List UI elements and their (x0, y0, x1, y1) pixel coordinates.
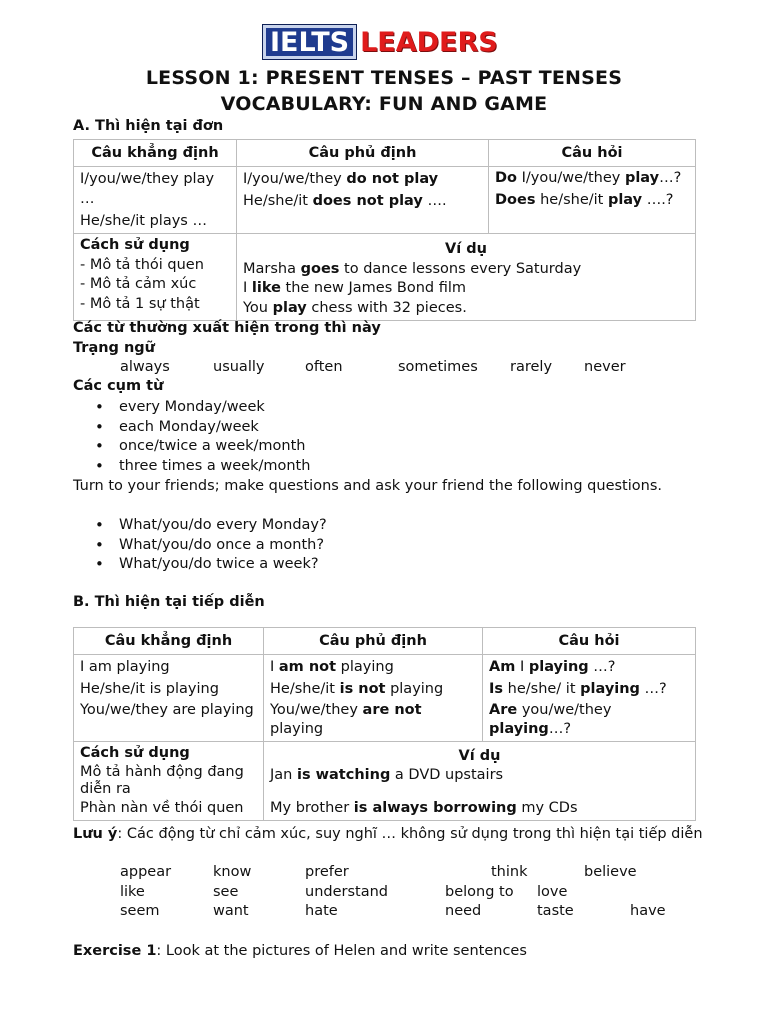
verb-item: love (537, 884, 568, 900)
negative-cell (264, 655, 483, 742)
example-line: Jan is watching a DVD upstairs (270, 767, 504, 783)
verb-item: know (213, 864, 252, 880)
question-cell (483, 655, 696, 742)
affirmative-line: He/she/it plays … (80, 213, 207, 229)
example-title: Ví dụ (458, 748, 501, 764)
col-header-affirmative: Câu khẳng định (74, 628, 264, 655)
usage-line: Phàn nàn về thói quen (80, 800, 244, 816)
example-line: You play chess with 32 pieces. (243, 299, 467, 316)
adverb-item: rarely (510, 359, 553, 375)
phrase-heading: Các cụm từ (73, 378, 164, 394)
verb-item: like (120, 884, 145, 900)
list-item: • once/twice a week/month (73, 437, 310, 457)
list-item: • three times a week/month (73, 457, 310, 477)
example-cell (264, 742, 696, 821)
adverb-heading: Trạng ngữ (73, 340, 156, 356)
note-text: Lưu ý: Các động từ chỉ cảm xúc, suy nghĩ … không sử dụng trong thì hiện tại tiếp diễn (73, 826, 703, 842)
section-a-heading: A. Thì hiện tại đơn (73, 118, 224, 134)
verb-item: understand (305, 884, 388, 900)
instruction-text: Turn to your friends; make questions and ask your friend the following questions. (73, 478, 662, 494)
logo (263, 25, 498, 59)
col-header-negative: Câu phủ định (264, 628, 483, 655)
affirmative-line: I am playing (80, 659, 170, 675)
verb-item: have (630, 903, 666, 919)
usage-cell (74, 234, 237, 321)
usage-line: - Mô tả cảm xúc (80, 276, 197, 292)
adverb-item: often (305, 359, 343, 375)
usage-cell (74, 742, 264, 821)
question-list (73, 516, 327, 575)
verb-item: believe (584, 864, 637, 880)
adverb-item: always (120, 359, 170, 375)
verb-item: belong to (445, 884, 514, 900)
example-title: Ví dụ (445, 241, 487, 257)
page-title-line1: LESSON 1: PRESENT TENSES – PAST TENSES (145, 67, 623, 89)
logo-leaders: LEADERS (360, 26, 498, 58)
logo-ielts: IELTS (263, 25, 356, 59)
verb-item: taste (537, 903, 574, 919)
question-line: Does he/she/it play ….? (495, 192, 674, 208)
col-header-question: Câu hỏi (489, 140, 696, 167)
negative-line: I/you/we/they do not play (243, 171, 439, 187)
affirmative-cell (74, 167, 237, 234)
phrase-list (73, 398, 310, 476)
verb-item: prefer (305, 864, 349, 880)
verb-item: see (213, 884, 239, 900)
example-line: Marsha goes to dance lessons every Saturday (243, 260, 582, 277)
question-line: Am I playing …? (489, 659, 616, 675)
question-line: Is he/she/ it playing …? (489, 681, 667, 697)
list-item: • each Monday/week (73, 418, 310, 438)
list-item: • every Monday/week (73, 398, 310, 418)
usage-line: - Mô tả thói quen (80, 256, 204, 273)
verb-item: think (491, 864, 528, 880)
simple-present-table (73, 139, 696, 321)
affirmative-line: I/you/we/they play … (80, 171, 215, 207)
usage-line: - Mô tả 1 sự thật (80, 295, 200, 312)
negative-line: He/she/it does not play …. (243, 193, 447, 209)
usage-line: Mô tả hành động đang diễn ra (80, 764, 244, 797)
adverb-item: usually (213, 359, 265, 375)
col-header-negative: Câu phủ định (237, 140, 489, 167)
verb-item: hate (305, 903, 338, 919)
affirmative-line: He/she/it is playing (80, 681, 219, 697)
negative-line: He/she/it is not playing (270, 681, 444, 697)
frequency-heading: Các từ thường xuất hiện trong thì này (73, 320, 381, 336)
question-line: Do I/you/we/they play…? (495, 170, 682, 186)
present-continuous-table (73, 627, 696, 821)
verb-item: appear (120, 864, 172, 880)
usage-title: Cách sử dụng (80, 237, 190, 253)
verb-item: want (213, 903, 249, 919)
affirmative-line: You/we/they are playing (80, 702, 254, 718)
col-header-affirmative: Câu khẳng định (74, 140, 237, 167)
list-item: • What/you/do twice a week? (73, 555, 327, 575)
col-header-question: Câu hỏi (483, 628, 696, 655)
negative-line: I am not playing (270, 659, 394, 675)
question-cell (489, 167, 696, 234)
example-cell (237, 234, 696, 321)
adverb-item: sometimes (398, 359, 478, 375)
adverb-item: never (584, 359, 626, 375)
section-b-heading: B. Thì hiện tại tiếp diễn (73, 594, 265, 610)
usage-title: Cách sử dụng (80, 745, 190, 761)
question-line: Are you/we/they playing…? (489, 702, 612, 737)
list-item: • What/you/do once a month? (73, 536, 327, 556)
verb-item: seem (120, 903, 160, 919)
exercise-text: Exercise 1: Look at the pictures of Helen and write sentences (73, 943, 527, 959)
example-line: My brother is always borrowing my CDs (270, 800, 578, 816)
list-item: • What/you/do every Monday? (73, 516, 327, 536)
negative-line: You/we/they are not playing (270, 702, 422, 737)
page-title-line2: VOCABULARY: FUN AND GAME (220, 93, 548, 115)
verb-item: need (445, 903, 482, 919)
example-line: I like the new James Bond film (243, 280, 466, 296)
affirmative-cell (74, 655, 264, 742)
negative-cell (237, 167, 489, 234)
